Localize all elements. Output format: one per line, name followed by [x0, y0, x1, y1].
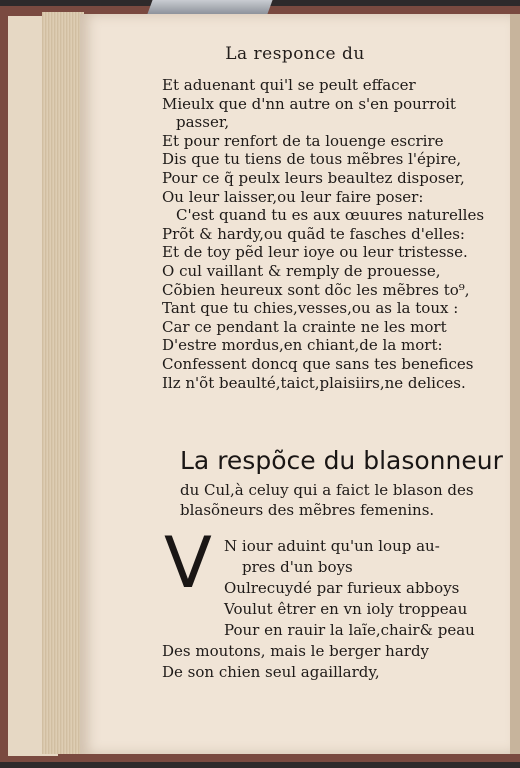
subtitle-line: du Cul,à celuy qui a faict le blason des [180, 481, 474, 499]
verse-line: Car ce pendant la crainte ne les mort [162, 317, 447, 336]
poem-line: pres d'un boys [242, 558, 353, 576]
poem-line: Voulut êtrer en vn ioly troppeau [224, 600, 468, 618]
verse-line: Prõt & hardy,ou quãd te fasches d'elles: [162, 224, 465, 243]
verse-line: Confessent doncq que sans tes benefices [162, 354, 474, 373]
poem-line: N iour aduint qu'un loup au- [224, 537, 440, 555]
verse-line: O cul vaillant & remply de prouesse, [162, 261, 441, 280]
verse-line: passer, [176, 113, 230, 132]
section-subtitle [180, 480, 500, 520]
drop-cap: V [164, 522, 212, 604]
verse-line: Mieulx que d'nn autre on s'en pourroit [162, 94, 456, 113]
verse-block [162, 76, 502, 392]
book-page [80, 14, 510, 754]
verse-line: Et de toy pẽd leur ioye ou leur tristesse. [162, 243, 468, 262]
poem-line: Oulrecuydé par furieux abboys [224, 579, 460, 597]
verse-line: Tant que tu chies,vesses,ou as la toux : [162, 299, 459, 318]
poem-line: Pour en rauir la laĩe,chair& peau [224, 621, 475, 639]
right-page-edge [510, 14, 520, 754]
subtitle-line: blasõneurs des mẽbres femenins. [180, 501, 435, 519]
verse-line: Ilz n'õt beaulté,taict,plaisiirs,ne delices. [162, 373, 466, 392]
running-head: La responce du [225, 44, 365, 64]
verse-line: Et pour renfort de ta louenge escrire [162, 131, 444, 150]
section-title: La respõce du blasonneur [180, 446, 503, 475]
page-clip [147, 0, 272, 14]
verse-line: C'est quand tu es aux œuures naturelles [176, 206, 485, 225]
verse-line: Dis que tu tiens de tous mẽbres l'épire, [162, 150, 462, 169]
verse-line: Ou leur laisser,ou leur faire poser: [162, 187, 424, 206]
verse-line: D'estre mordus,en chiant,de la mort: [162, 336, 443, 355]
page-stack [42, 12, 84, 754]
verse-line: Et aduenant qui'l se peult effacer [162, 76, 416, 94]
poem-body [162, 536, 502, 683]
poem-line: De son chien seul agaillardy, [162, 663, 380, 681]
poem-line: Des moutons, mais le berger hardy [162, 642, 430, 660]
verse-line: Cõbien heureux sont dõc les mẽbres to⁹, [162, 280, 470, 299]
verse-line: Pour ce q̃ peulx leurs beaultez disposer, [162, 168, 465, 187]
